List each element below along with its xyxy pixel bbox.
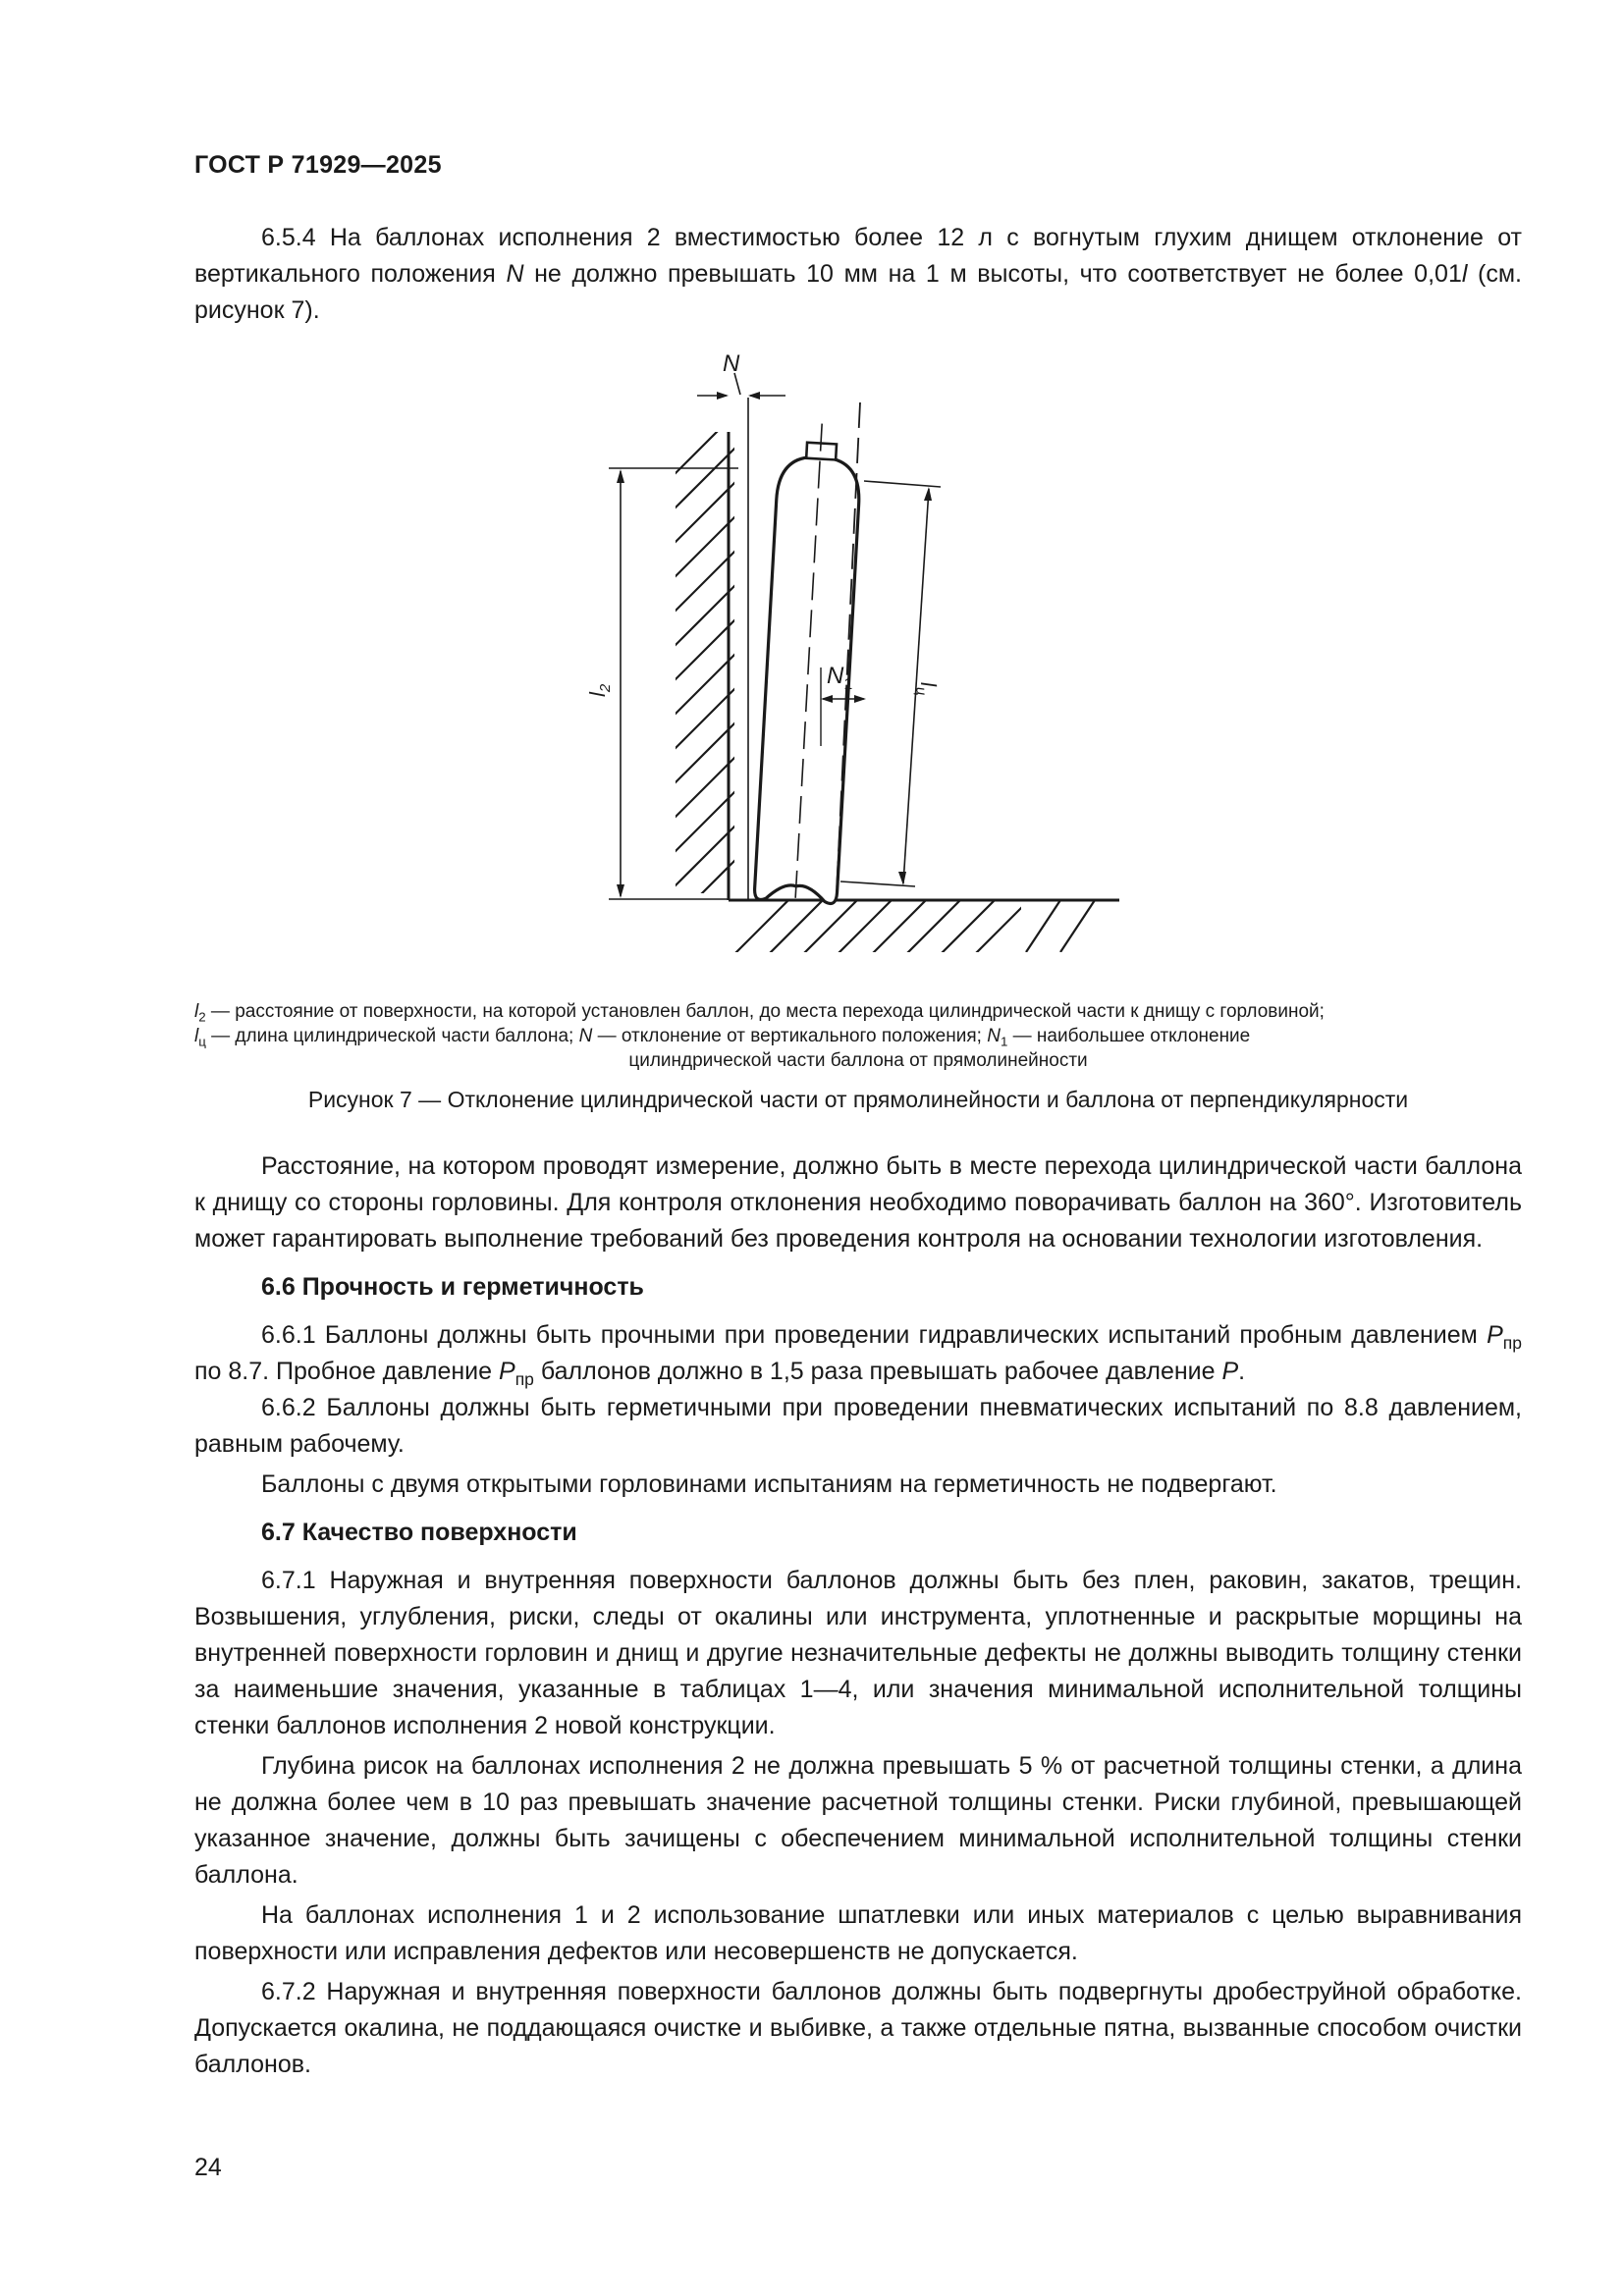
wall-hatching	[673, 412, 736, 923]
label-l2: $l_2$	[585, 683, 614, 697]
paragraph-distance: Расстояние, на котором проводят измерение, должно быть в месте перехода цилиндрической части баллона к днищу со стороны горловины. Для контроля отклонения необходимо поворачивать баллон на 360°. Изготовитель может гарантировать выполнение требований без проведения контроля на основании технологии изготовления.	[194, 1152, 1522, 1253]
figure-caption: Рисунок 7 — Отклонение цилиндрической части от прямолинейности и баллона от перпендикулярности	[307, 1087, 1409, 1112]
page-number: 24	[194, 2154, 222, 2181]
heading-6-6: 6.6 Прочность и герметичность	[261, 1273, 644, 1301]
floor-hatching	[727, 898, 1031, 952]
document-header: ГОСТ Р 71929—2025	[194, 151, 442, 179]
figure-7-diagram	[579, 344, 1129, 952]
heading-6-7: 6.7 Качество поверхности	[261, 1519, 577, 1546]
paragraph-depth: Глубина рисок на баллонах исполнения 2 не должна превышать 5 % от расчетной толщины стенки, а длина не должна более чем в 10 раз превышать значение расчетной толщины стенки. Риски глубиной, превышающей указанное значение, должны быть зачищены с обеспечением минимальной исполнительной толщины стенки баллона.	[194, 1752, 1522, 1889]
note-6-6: Баллоны с двумя открытыми горловинами испытаниям на герметичность не подвергают.	[261, 1470, 1277, 1498]
clause-6-5-4: 6.5.4 На баллонах исполнения 2 вместимостью более 12 л с вогнутым глухим днищем отклонение от вертикального положения N не должно превышать 10 мм на 1 м высоты, что соответствует не более 0,01l (см. рисунок 7).	[194, 224, 1522, 324]
main-text	[194, 1148, 1522, 2083]
label-lc: $l_ц$	[912, 680, 942, 696]
clause-6-7-1: 6.7.1 Наружная и внутренняя поверхности баллонов должны быть без плен, раковин, закатов, трещин. Возвышения, углубления, риски, следы от окалины или инструмента, уплотненные и раскрытые морщины на внутренней поверхности горловин и днищ и другие незначительные дефекты не должны выводить толщину стенки за наименьшие значения, указанные в таблицах 1—4, или значения минимальной исполнительной толщины стенки баллонов исполнения 2 новой конструкции.	[194, 1567, 1522, 1739]
label-N: N	[723, 350, 740, 377]
clause-6-6-1: 6.6.1 Баллоны должны быть прочными при проведении гидравлических испытаний пробным давлением $P_{пр}$ по 8.7. Пробное давление $P_{пр}$ баллонов должно в 1,5 раза превышать рабочее давление P.	[194, 1321, 1522, 1390]
figure-legend: $l_2$ — расстояние от поверхности, на которой установлен баллон, до места перехода цилиндрической части к днищу с горловиной; $l_ц$ — длина цилиндрической части баллона; N — отклонение от вертикального положения; $N_1$ — наибольшее отклонение цилиндрической части баллона от прямолинейности	[194, 1001, 1325, 1071]
label-N1: $N_1$	[827, 663, 853, 693]
clause-6-7-2: 6.7.2 Наружная и внутренняя поверхности баллонов должны быть подвергнуты дробеструйной обработке. Допускается окалина, не поддающаяся очистке и выбивке, а также отдельные пятна, вызванные способом очистки баллонов.	[194, 1978, 1522, 2078]
paragraph-putty: На баллонах исполнения 1 и 2 использование шпатлевки или иных материалов с целью выравнивания поверхности или исправления дефектов или несовершенств не допускается.	[194, 1901, 1522, 1965]
clause-6-6-2: 6.6.2 Баллоны должны быть герметичными при проведении пневматических испытаний по 8.8 давлением, равным рабочему.	[194, 1394, 1522, 1458]
